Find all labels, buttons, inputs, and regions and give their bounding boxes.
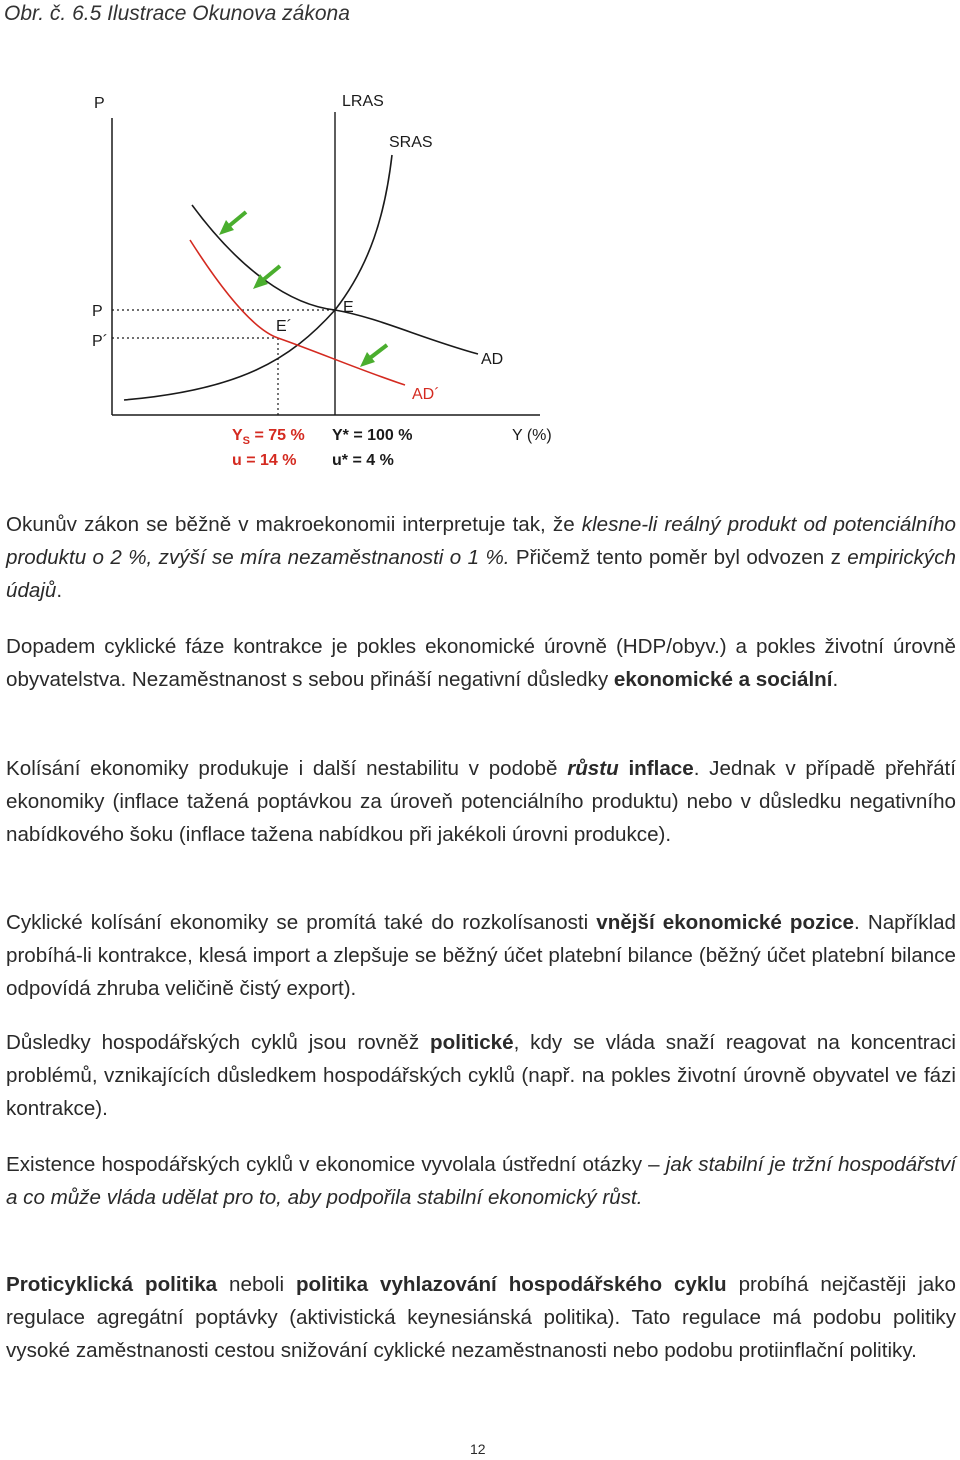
label-u: u = 14 % [232,452,297,469]
paragraph-okun-law: Okunův zákon se běžně v makroekonomii interpretuje tak, že klesne-li reálný produkt od potenciálního produktu o 2 %, zvýší se míra nezaměstnanosti o 1 %. Přičemž tento poměr byl odvozen z empirických údajů. [6,513,956,602]
paragraph-stability-question: Existence hospodářských cyklů v ekonomice vyvolala ústřední otázky – jak stabilní je tržní hospodářství a co může vláda udělat pro to, aby podpořila stabilní ekonomický růst. [6,1153,956,1209]
paragraph-political-consequences: Důsledky hospodářských cyklů jsou rovněž politické, kdy se vláda snaží reagovat na koncentraci problémů, vznikajících důsledkem hospodářských cyklů (např. na pokles životní úrovně obyvatel ve fázi kontrakce). [6,1031,956,1120]
label-sras: SRAS [389,134,433,151]
shift-arrow-2 [253,266,280,289]
paragraph-external-position: Cyklické kolísání ekonomiky se promítá také do rozkolísanosti vnější ekonomické pozice. Například probíhá-li kontrakce, klesá import a zlepšuje se běžný účet platební bilance (běžný účet platební bilance odpovídá zhruba veličině čistý export). [6,911,956,1000]
label-lras: LRAS [342,93,384,110]
label-ystar: Y* = 100 % [332,427,413,444]
sras-curve [124,155,392,400]
label-axis-p: P [94,95,105,112]
label-tick-p: P [92,303,103,320]
okun-law-diagram [0,0,960,480]
label-tick-p-prime: P´ [92,333,108,350]
label-point-e-prime: E´ [276,318,292,335]
shift-arrow-1 [219,212,246,235]
page-number: 12 [470,1441,486,1457]
label-ys: $Y_S = 75$ % [232,427,305,447]
label-ustar: u* = 4 % [332,452,394,469]
label-ad: AD [481,351,504,368]
ad-prime-curve [190,240,405,385]
paragraph-countercyclical-policy: Proticyklická politika neboli politika vyhlazování hospodářského cyklu probíhá nejčastěji jako regulace agregátní poptávky (aktivistická keynesiánská politika). Tato regulace má podobu politiky vysoké zaměstnanosti cestou snižování cyklické nezaměstnanosti nebo podobu protiinflační politiky. [6,1273,956,1362]
paragraph-contraction-impact: Dopadem cyklické fáze kontrakce je pokles ekonomické úrovně (HDP/obyv.) a pokles životní úrovně obyvatelstva. Nezaměstnanost s sebou přináší negativní důsledky ekonomické a sociální. [6,635,956,691]
label-ad-prime: AD´ [412,386,440,403]
paragraph-inflation: Kolísání ekonomiky produkuje i další nestabilitu v podobě růstu inflace. Jednak v případě přehřátí ekonomiky (inflace tažená poptávkou za úroveň potenciálního produktu) nebo v důsledku negativního nabídkového šoku (inflace tažena nabídkou při jakékoli úrovni produkce). [6,757,956,846]
label-point-e: E [343,299,354,316]
figure-caption: Obr. č. 6.5 Ilustrace Okunova zákona [4,2,350,25]
shift-arrow-3 [360,345,387,367]
label-axis-y: Y (%) [512,427,552,444]
